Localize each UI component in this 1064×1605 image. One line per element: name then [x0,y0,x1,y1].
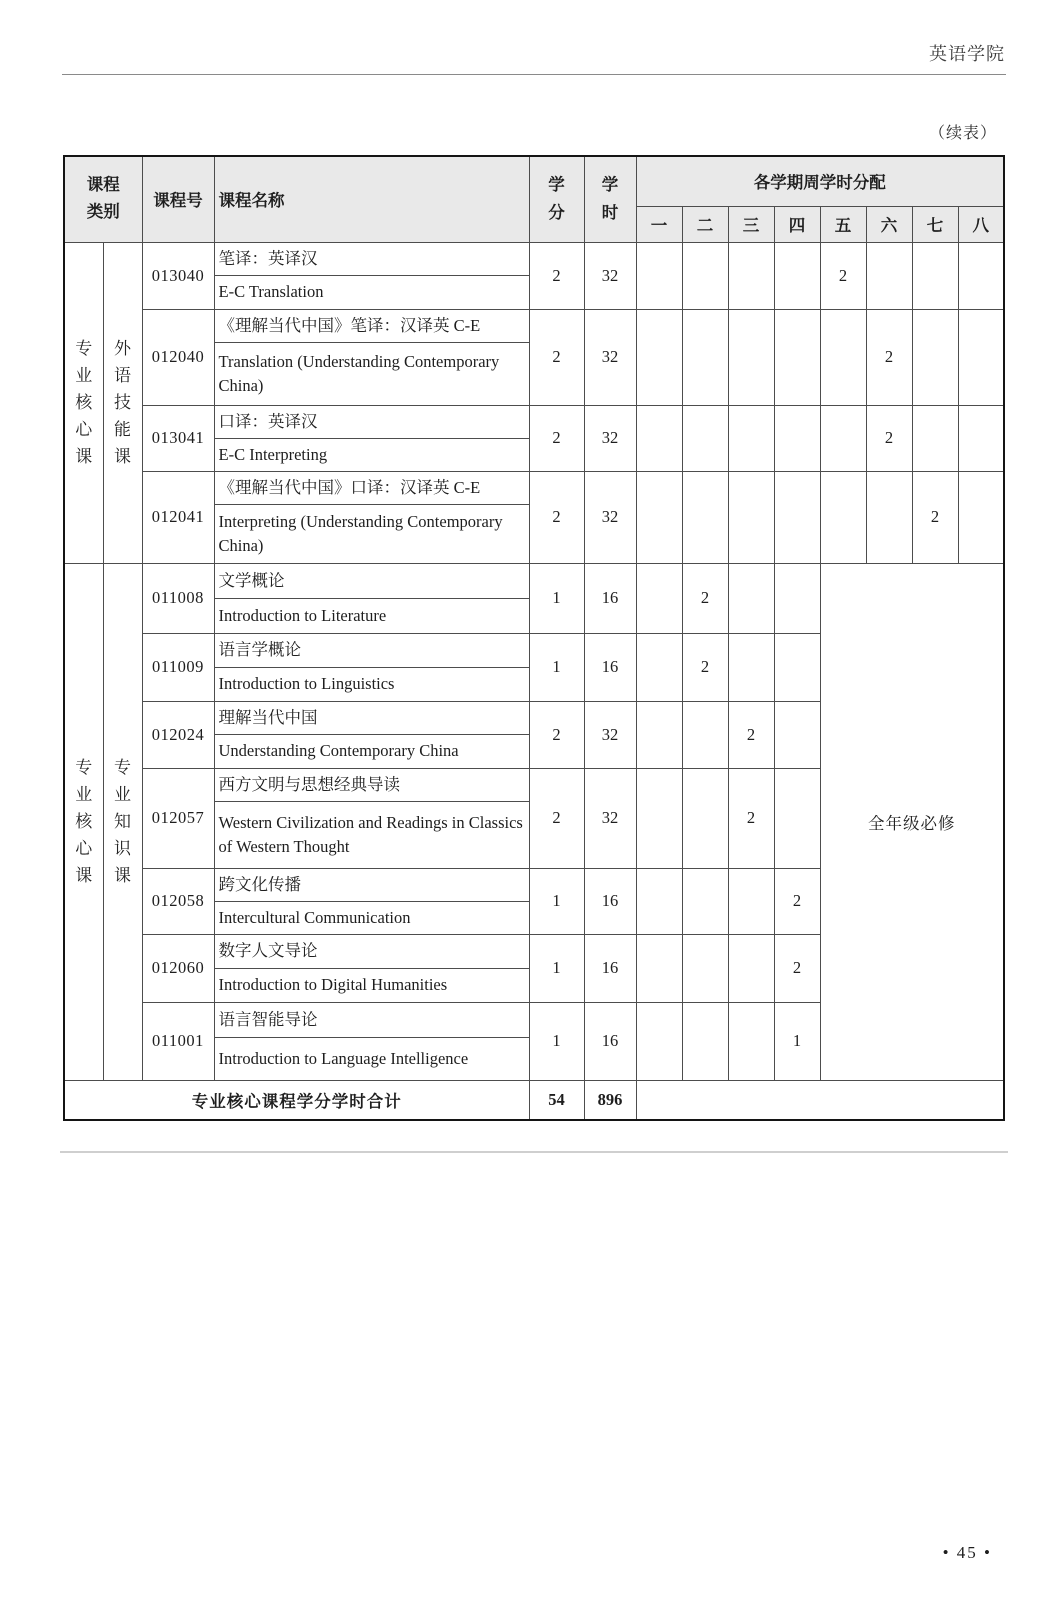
semester-hours-cell [636,563,682,633]
semester-hours-cell [728,563,774,633]
curriculum-table [63,155,1005,1121]
table-bottom-shadow [60,1151,1008,1153]
course-code-cell: 012024 [142,701,214,768]
semester-hours-cell [866,242,912,309]
semester-hours-cell [728,868,774,934]
category-cell-main: 专业核心课 [64,242,103,563]
hours-cell: 16 [584,1002,636,1080]
category-cell-sub: 外语技能课 [103,242,142,563]
semester-hours-cell [774,471,820,563]
semester-hours-cell: 2 [682,633,728,701]
semester-hours-cell [636,1002,682,1080]
header-semester-allocation: 各学期周学时分配 [636,156,1004,206]
credits-cell: 2 [529,768,584,868]
hours-cell: 32 [584,309,636,405]
semester-hours-cell [912,309,958,405]
total-hours: 896 [584,1080,636,1120]
category-cell-main: 专业核心课 [64,563,103,1080]
credits-cell: 2 [529,701,584,768]
header-semester-6: 六 [866,206,912,242]
course-name-en: Western Civilization and Readings in Classics of Western Thought [214,801,529,868]
total-label: 专业核心课程学分学时合计 [64,1080,529,1120]
credits-cell: 2 [529,309,584,405]
credits-cell: 2 [529,405,584,471]
hours-cell: 32 [584,768,636,868]
page-header-college: 英语学院 [929,44,1005,64]
course-name-en: Introduction to Literature [214,598,529,633]
semester-hours-cell: 2 [682,563,728,633]
semester-hours-cell [636,309,682,405]
semester-hours-cell [774,405,820,471]
course-name-zh: 理解当代中国 [214,701,529,734]
credits-cell: 1 [529,1002,584,1080]
course-name-zh: 笔译：英译汉 [214,242,529,275]
course-name-en: Introduction to Digital Humanities [214,968,529,1002]
header-hours: 学时 [584,156,636,242]
hours-cell: 32 [584,405,636,471]
header-semester-8: 八 [958,206,1004,242]
course-name-zh: 《理解当代中国》口译：汉译英 C-E [214,471,529,504]
hours-cell: 16 [584,934,636,1002]
semester-hours-cell: 2 [728,701,774,768]
header-category: 课程类别 [64,156,142,242]
semester-hours-cell [682,868,728,934]
semester-hours-cell [636,633,682,701]
course-code-cell: 012057 [142,768,214,868]
course-code-cell: 011008 [142,563,214,633]
hours-cell: 32 [584,471,636,563]
semester-hours-cell [774,633,820,701]
course-code-cell: 011001 [142,1002,214,1080]
semester-hours-cell [636,242,682,309]
header-semester-4: 四 [774,206,820,242]
merged-note-cell: 全年级必修 [820,563,1004,1080]
semester-hours-cell: 1 [774,1002,820,1080]
header-course-code: 课程号 [142,156,214,242]
semester-hours-cell [728,633,774,701]
semester-hours-cell: 2 [866,405,912,471]
semester-hours-cell [682,934,728,1002]
credits-cell: 1 [529,868,584,934]
credits-cell: 2 [529,471,584,563]
course-code-cell: 012060 [142,934,214,1002]
semester-hours-cell [636,701,682,768]
semester-hours-cell [820,309,866,405]
semester-hours-cell: 2 [912,471,958,563]
semester-hours-cell: 2 [866,309,912,405]
semester-hours-cell [636,471,682,563]
course-name-en: Translation (Understanding Contemporary China) [214,342,529,405]
course-name-zh: 语言学概论 [214,633,529,667]
total-credits: 54 [529,1080,584,1120]
course-code-cell: 012041 [142,471,214,563]
course-name-en: Introduction to Language Intelligence [214,1037,529,1080]
semester-hours-cell [636,868,682,934]
hours-cell: 32 [584,242,636,309]
header-divider-rule [62,74,1006,75]
semester-hours-cell [958,309,1004,405]
semester-hours-cell [682,701,728,768]
course-name-en: Interpreting (Understanding Contemporary China) [214,504,529,563]
semester-hours-cell [958,242,1004,309]
semester-hours-cell [958,405,1004,471]
semester-hours-cell [774,768,820,868]
course-code-cell: 012040 [142,309,214,405]
header-credits: 学分 [529,156,584,242]
semester-hours-cell [682,471,728,563]
semester-hours-cell [682,309,728,405]
course-code-cell: 013040 [142,242,214,309]
credits-cell: 1 [529,934,584,1002]
course-code-cell: 011009 [142,633,214,701]
category-cell-sub: 专业知识课 [103,563,142,1080]
course-name-zh: 《理解当代中国》笔译：汉译英 C-E [214,309,529,342]
header-course-name: 课程名称 [214,156,529,242]
page-number: • 45 • [942,1543,992,1562]
header-semester-7: 七 [912,206,958,242]
header-semester-3: 三 [728,206,774,242]
semester-hours-cell [682,405,728,471]
semester-hours-cell [728,934,774,1002]
course-name-en: Intercultural Communication [214,901,529,934]
course-name-zh: 数字人文导论 [214,934,529,968]
course-name-zh: 西方文明与思想经典导读 [214,768,529,801]
semester-hours-cell [774,701,820,768]
course-name-zh: 跨文化传播 [214,868,529,901]
semester-hours-cell [636,934,682,1002]
semester-hours-cell: 2 [774,934,820,1002]
hours-cell: 32 [584,701,636,768]
header-semester-1: 一 [636,206,682,242]
semester-hours-cell [728,405,774,471]
total-empty-cell [636,1080,1004,1120]
semester-hours-cell [774,563,820,633]
semester-hours-cell [912,405,958,471]
semester-hours-cell [866,471,912,563]
course-name-en: E-C Interpreting [214,438,529,471]
course-name-zh: 文学概论 [214,563,529,598]
course-name-zh: 口译：英译汉 [214,405,529,438]
semester-hours-cell: 2 [820,242,866,309]
semester-hours-cell [636,405,682,471]
course-code-cell: 012058 [142,868,214,934]
semester-hours-cell: 2 [728,768,774,868]
credits-cell: 1 [529,633,584,701]
header-semester-2: 二 [682,206,728,242]
course-name-en: Understanding Contemporary China [214,734,529,768]
course-code-cell: 013041 [142,405,214,471]
header-semester-5: 五 [820,206,866,242]
course-name-en: Introduction to Linguistics [214,667,529,701]
course-name-zh: 语言智能导论 [214,1002,529,1037]
semester-hours-cell [682,768,728,868]
semester-hours-cell [728,1002,774,1080]
semester-hours-cell [682,242,728,309]
semester-hours-cell [682,1002,728,1080]
semester-hours-cell [728,242,774,309]
semester-hours-cell [820,471,866,563]
hours-cell: 16 [584,868,636,934]
semester-hours-cell: 2 [774,868,820,934]
semester-hours-cell [958,471,1004,563]
semester-hours-cell [912,242,958,309]
credits-cell: 2 [529,242,584,309]
course-name-en: E-C Translation [214,275,529,309]
semester-hours-cell [728,309,774,405]
continued-table-note: （续表） [928,125,997,142]
hours-cell: 16 [584,563,636,633]
semester-hours-cell [636,768,682,868]
semester-hours-cell [774,242,820,309]
semester-hours-cell [728,471,774,563]
credits-cell: 1 [529,563,584,633]
hours-cell: 16 [584,633,636,701]
semester-hours-cell [820,405,866,471]
semester-hours-cell [774,309,820,405]
